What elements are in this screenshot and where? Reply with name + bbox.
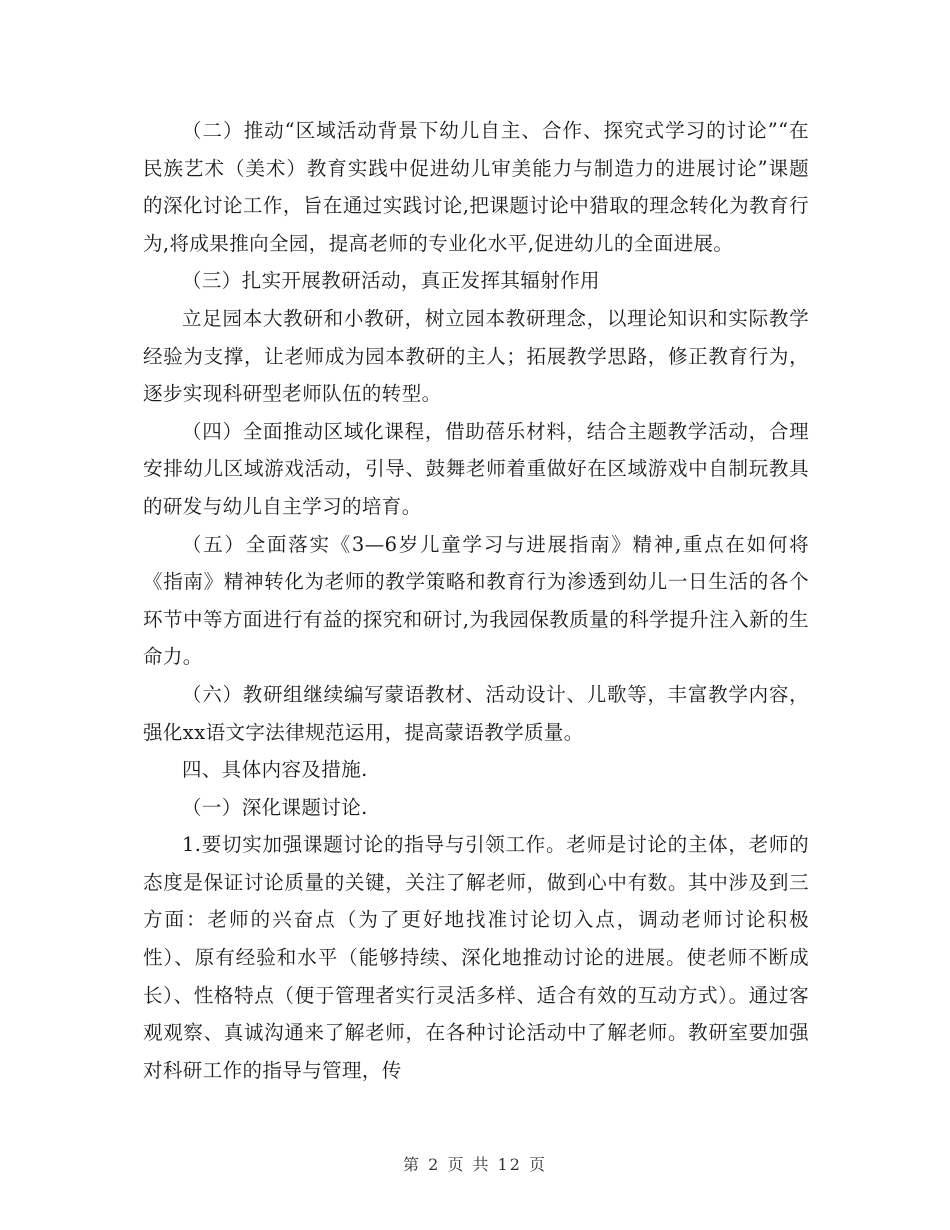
subsection-heading-project: （一）深化课题讨论. (182, 795, 368, 819)
document-body (143, 112, 809, 1089)
paragraph-project-research: （二）推动“区域活动背景下幼儿自主、合作、探究式学习的讨论”“在民族艺术（美术）教育实践中促进幼儿审美能力与制造力的进展讨论”课题的深化讨论工作，旨在通过实践讨论,把课题讨论中猎取的理念转化为教育行为,将成果推向全园，提高老师的专业化水平,促进幼儿的全面进展。 (143, 119, 809, 255)
section-heading-measures: 四、具体内容及措施. (182, 758, 368, 782)
page-number-footer: 第 2 页 共 12 页 (403, 1155, 547, 1174)
paragraph-school-research: 立足园本大教研和小教研，树立园本教研理念，以理论知识和实际教学经验为支撑，让老师成为园本教研的主人；拓展教学思路，修正教育行为，逐步实现科研型老师队伍的转型。 (143, 306, 809, 406)
paragraph-mongolian-teaching: （六）教研组继续编写蒙语教材、活动设计、儿歌等，丰富教学内容，强化xx语文字法律规范运用，提高蒙语教学质量。 (143, 682, 809, 744)
paragraph-heading-teaching-research: （三）扎实开展教研活动，真正发挥其辐射作用 (182, 269, 600, 293)
paragraph-guidance-work: 1.要切实加强课题讨论的指导与引领工作。老师是讨论的主体，老师的态度是保证讨论质量的关键，关注了解老师，做到心中有数。其中涉及到三方面：老师的兴奋点（为了更好地找准讨论切入点，调动老师讨论积极性）、原有经验和水平（能够持续、深化地推动讨论的进展。使老师不断成长）、性格特点（便于管理者实行灵活多样、适合有效的互动方式）。通过客观观察、真诚沟通来了解老师，在各种讨论活动中了解老师。教研室要加强对科研工作的指导与管理，传 (143, 833, 809, 1082)
paragraph-guide-implementation: （五）全面落实《3—6岁儿童学习与进展指南》精神,重点在如何将《指南》精神转化为老师的教学策略和教育行为渗透到幼儿一日生活的各个环节中等方面进行有益的探究和研讨,为我园保教质量的科学提升注入新的生命力。 (143, 532, 809, 669)
paragraph-regional-curriculum: （四）全面推动区域化课程，借助蓓乐材料，结合主题教学活动，合理安排幼儿区域游戏活动，引导、鼓舞老师着重做好在区域游戏中自制玩教具的研发与幼儿自主学习的培育。 (143, 419, 809, 518)
